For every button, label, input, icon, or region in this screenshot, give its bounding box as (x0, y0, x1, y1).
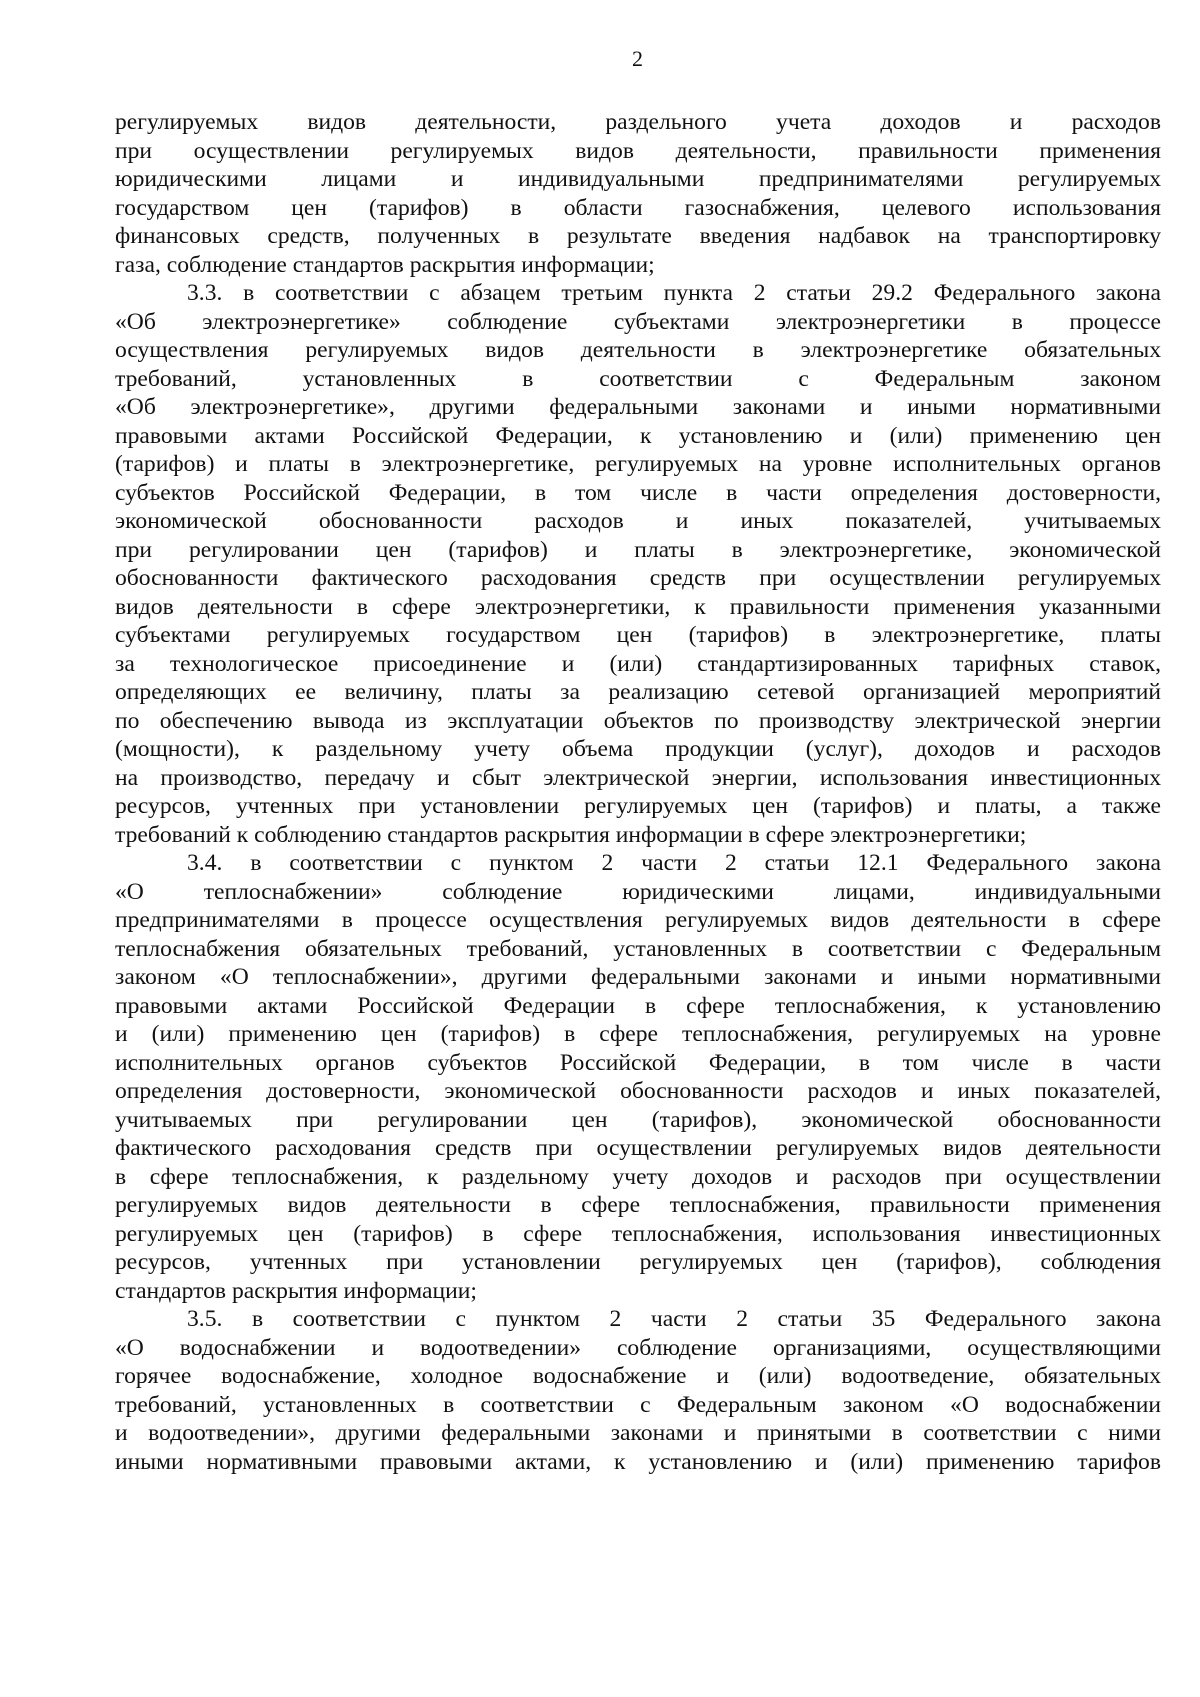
text-line: финансовых средств, полученных в результате введения надбавок на транспортировку (115, 223, 1161, 249)
text-line: субъектов Российской Федерации, в том числе в части определения достоверности, (115, 479, 1161, 506)
text-line: «Об электроэнергетике», другими федеральными законами и иными нормативными (115, 394, 1161, 420)
text-line: ресурсов, учтенных при установлении регулируемых цен (тарифов) и платы, а также (115, 793, 1161, 819)
text-line: (мощности), к раздельному учету объема продукции (услуг), доходов и расходов (115, 736, 1161, 762)
text-line: 3.3. в соответствии с абзацем третьим пункта 2 статьи 29.2 Федерального закона (187, 280, 1161, 306)
text-line: 3.5. в соответствии с пунктом 2 части 2 статьи 35 Федерального закона (187, 1306, 1161, 1332)
text-line: ресурсов, учтенных при установлении регулируемых цен (тарифов), соблюдения (115, 1249, 1161, 1275)
text-line: требований к соблюдению стандартов раскрытия информации в сфере электроэнергетики; (115, 821, 1027, 848)
text-line: иными нормативными правовыми актами, к установлению и (или) применению тарифов (115, 1448, 1161, 1475)
text-line: 3.4. в соответствии с пунктом 2 части 2 статьи 12.1 Федерального закона (187, 850, 1161, 876)
text-line: «Об электроэнергетике» соблюдение субъектами электроэнергетики в процессе (115, 308, 1161, 335)
text-line: «О теплоснабжении» соблюдение юридическими лицами, индивидуальными (115, 878, 1161, 905)
text-line: регулируемых видов деятельности, раздельного учета доходов и расходов (115, 109, 1161, 135)
text-line: стандартов раскрытия информации; (115, 1277, 477, 1304)
text-line: законом «О теплоснабжении», другими федеральными законами и иными нормативными (115, 964, 1161, 990)
text-line: учитываемых при регулировании цен (тарифов), экономической обоснованности (115, 1106, 1161, 1133)
text-line: (тарифов) и платы в электроэнергетике, регулируемых на уровне исполнительных органов (115, 451, 1161, 477)
text-line: при осуществлении регулируемых видов деятельности, правильности применения (115, 137, 1161, 164)
text-line: «О водоснабжении и водоотведении» соблюдение организациями, осуществляющими (115, 1334, 1161, 1361)
text-line: требований, установленных в соответствии с Федеральным законом (115, 365, 1161, 392)
text-line: газа, соблюдение стандартов раскрытия информации; (115, 251, 655, 278)
text-line: юридическими лицами и индивидуальными предпринимателями регулируемых (115, 166, 1161, 192)
text-line: экономической обоснованности расходов и иных показателей, учитываемых (115, 508, 1161, 534)
text-line: за технологическое присоединение и (или) стандартизированных тарифных ставок, (115, 650, 1161, 677)
text-line: на производство, передачу и сбыт электрической энергии, использования инвестиционных (115, 764, 1161, 791)
text-line: правовыми актами Российской Федерации в сфере теплоснабжения, к установлению (115, 992, 1161, 1019)
text-line: исполнительных органов субъектов Российской Федерации, в том числе в части (115, 1049, 1161, 1076)
text-line: правовыми актами Российской Федерации, к установлению и (или) применению цен (115, 422, 1161, 449)
text-line: регулируемых видов деятельности в сфере теплоснабжения, правильности применения (115, 1192, 1161, 1218)
text-line: горячее водоснабжение, холодное водоснабжение и (или) водоотведение, обязательных (115, 1363, 1161, 1389)
text-line: субъектами регулируемых государством цен (тарифов) в электроэнергетике, платы (115, 622, 1161, 648)
text-line: видов деятельности в сфере электроэнергетики, к правильности применения указанными (115, 593, 1161, 620)
text-line: при регулировании цен (тарифов) и платы в электроэнергетике, экономической (115, 536, 1161, 563)
text-line: и водоотведении», другими федеральными законами и принятыми в соответствии с ними (115, 1420, 1161, 1446)
page-number: 2 (632, 46, 643, 71)
text-line: определяющих ее величину, платы за реализацию сетевой организацией мероприятий (115, 679, 1161, 705)
text-line: и (или) применению цен (тарифов) в сфере теплоснабжения, регулируемых на уровне (115, 1021, 1161, 1047)
text-line: обоснованности фактического расходования средств при осуществлении регулируемых (115, 565, 1161, 591)
text-line: требований, установленных в соответствии с Федеральным законом «О водоснабжении (115, 1391, 1161, 1418)
text-line: теплоснабжения обязательных требований, установленных в соответствии с Федеральным (115, 935, 1161, 962)
text-line: регулируемых цен (тарифов) в сфере теплоснабжения, использования инвестиционных (115, 1220, 1161, 1247)
text-line: государством цен (тарифов) в области газоснабжения, целевого использования (115, 194, 1161, 221)
text-line: фактического расходования средств при осуществлении регулируемых видов деятельности (115, 1135, 1161, 1161)
text-line: определения достоверности, экономической обоснованности расходов и иных показателей, (115, 1078, 1161, 1104)
text-line: осуществления регулируемых видов деятельности в электроэнергетике обязательных (115, 337, 1161, 363)
text-line: по обеспечению вывода из эксплуатации объектов по производству электрической энергии (115, 707, 1161, 734)
text-line: предпринимателями в процессе осуществления регулируемых видов деятельности в сфере (115, 907, 1161, 933)
text-line: в сфере теплоснабжения, к раздельному учету доходов и расходов при осуществлении (115, 1163, 1161, 1190)
body-text (115, 108, 1161, 1476)
